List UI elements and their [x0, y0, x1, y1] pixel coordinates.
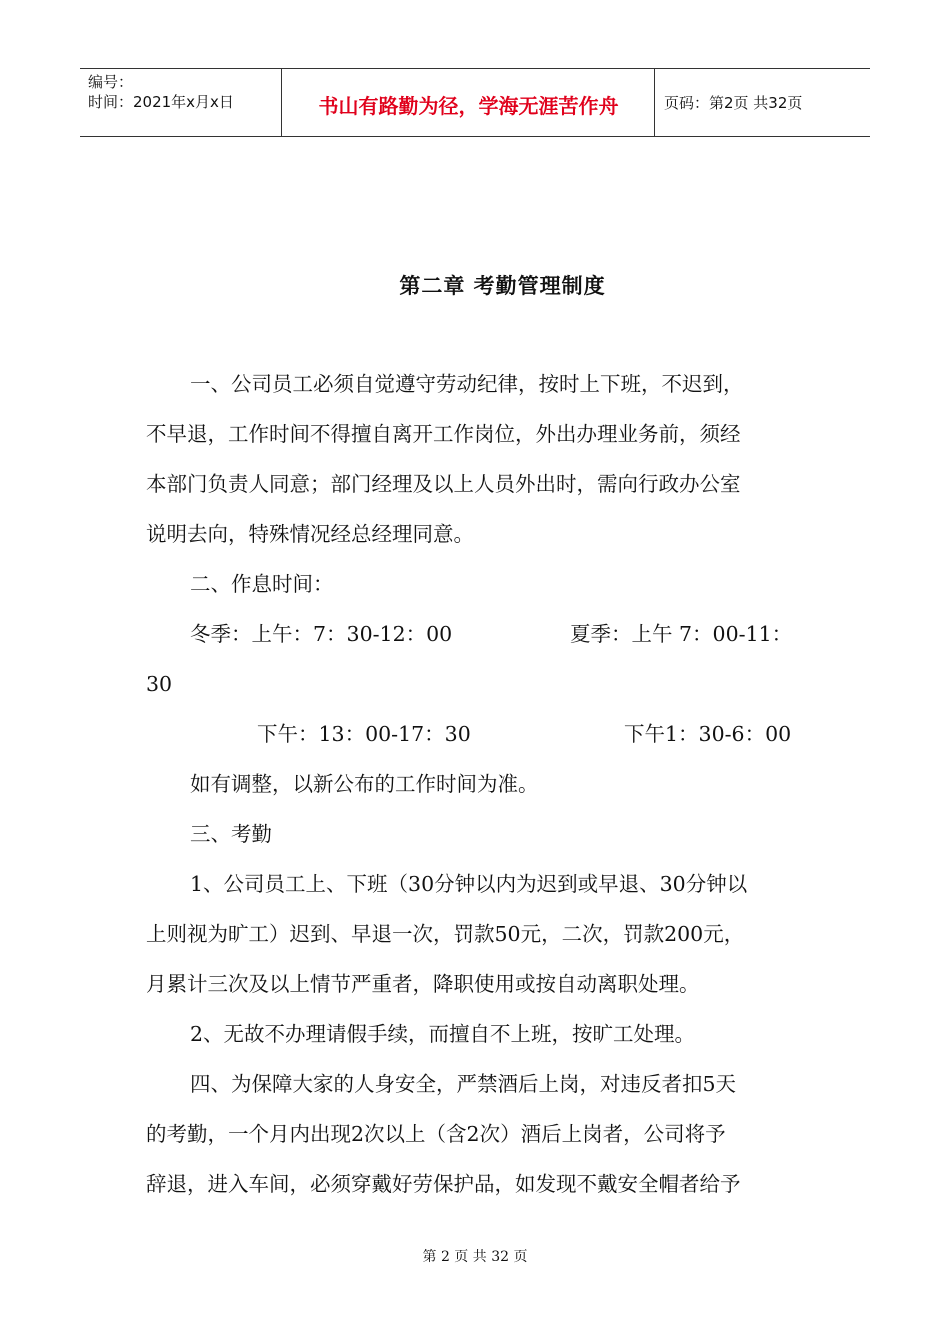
text-line: 三、考勤 — [190, 822, 272, 846]
text-line: 夏季：上午 7：00-11： — [570, 622, 793, 646]
text-line: 一、公司员工必须自觉遵守劳动纪律，按时上下班，不迟到， — [190, 372, 744, 396]
date-label: 时间：2021年x月x日 — [88, 93, 234, 111]
text-line: 四、为保障大家的人身安全，严禁酒后上岗，对违反者扣5天 — [190, 1072, 737, 1096]
page-info: 页码：第2页 共32页 — [664, 94, 803, 112]
text-line: 说明去向，特殊情况经总经理同意。 — [146, 522, 474, 546]
header-meta — [88, 72, 234, 112]
text-line: 辞退，进入车间，必须穿戴好劳保护品，如发现不戴安全帽者给予 — [146, 1172, 741, 1196]
text-line: 的考勤，一个月内出现2次以上（含2次）酒后上岗者，公司将予 — [146, 1122, 726, 1146]
text-line: 2、无故不办理请假手续，而擅自不上班，按旷工处理。 — [190, 1022, 696, 1046]
text-line: 二、作息时间： — [190, 572, 334, 596]
text-line: 30 — [146, 672, 173, 696]
text-line: 月累计三次及以上情节严重者，降职使用或按自动离职处理。 — [146, 972, 700, 996]
header-top-rule — [80, 68, 870, 69]
number-label: 编号： — [88, 73, 134, 91]
text-line: 冬季：上午：7：30-12：00 — [190, 622, 453, 646]
text-line: 1、公司员工上、下班（30分钟以内为迟到或早退、30分钟以 — [190, 872, 748, 896]
header-motto: 书山有路勤为径，学海无涯苦作舟 — [318, 94, 619, 118]
page-footer: 第 2 页 共 32 页 — [422, 1249, 528, 1265]
text-line: 本部门负责人同意；部门经理及以上人员外出时，需向行政办公室 — [146, 472, 741, 496]
chapter-title: 第二章 考勤管理制度 — [399, 274, 606, 298]
header-divider — [654, 68, 655, 136]
header-bottom-rule — [80, 136, 870, 137]
text-line: 下午1：30-6：00 — [624, 722, 792, 746]
header-divider — [281, 68, 282, 136]
text-line: 上则视为旷工）迟到、早退一次，罚款50元，二次，罚款200元， — [146, 922, 745, 946]
text-line: 下午：13：00-17：30 — [257, 722, 471, 746]
text-line: 如有调整，以新公布的工作时间为准。 — [190, 772, 539, 796]
text-line: 不早退，工作时间不得擅自离开工作岗位，外出办理业务前，须经 — [146, 422, 741, 446]
